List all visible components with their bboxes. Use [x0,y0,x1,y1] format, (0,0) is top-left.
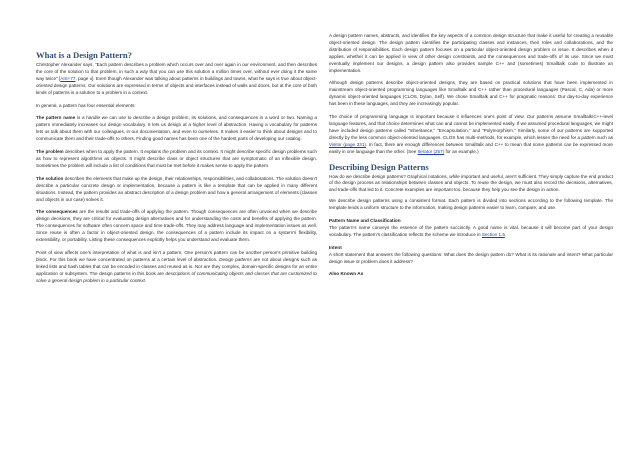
text: Point of view affects one's interpretation of what is and isn't a pattern. One person's pattern can be another person's primitive building block. For this book we have concentrated on patterns at a certain level of abstraction. [36,249,317,262]
paragraph-four-elements: In general, a pattern has four essential elements: [36,102,136,108]
paragraph-consequences [36,209,317,244]
paragraph-pattern-name [36,115,317,143]
paragraph-how-describe: How do we describe design patterns? Graphical notations, while important and useful, aren't sufficient. They simply capture the end product of the design process as relationships between classes and objects. To reuse the design, we must also record the decisions, alternatives, and trade-offs that led to it. Concrete examples are important too, because they help you see the design in action. [329,173,613,193]
emphasis: Design patterns [219,256,252,262]
paragraph-solution [36,176,317,204]
paragraph-alexander-quote [36,62,317,97]
subheading-intent: Intent [329,244,342,250]
subheading-also-known-as: Also Known As [329,271,364,277]
text: The pattern's name conveys the essence of the pattern succinctly. A good name is vital, because it will become part of your design vocabulary. The pattern's classification reflects the scheme we introduce in [329,224,613,237]
text: Christopher Alexander says, "Each pattern describes a problem which occurs over and over again in our environment, and then describes the core of the solution to that problem, in such a way that you can use this solution a million times over, without ever doing it the same way twice" [ [36,62,317,81]
link-visitor[interactable]: Visitor (page 331) [329,141,366,147]
text: are the results and trade-offs of applying the pattern. Though consequences are often unvoiced when we describe design decisions, they are critical for evaluating design alternatives and for understanding the costs and benefits of applying the pattern. The consequences for software often concern space and time trade-offs. They may address language and implementation issues as well. Since reuse is often a factor in object-oriented design, the consequences of a pattern include its impact on a system's flexibility, extensibility, or portability. Listing these consequences explicitly helps you understand and evaluate them. [36,209,318,243]
term-problem: The problem [36,149,64,155]
paragraph-name-conveys [329,225,613,239]
emphasis: descriptions of communicating objects and classes that are customized to solve a general design problem in a particular context [36,270,317,283]
section-heading-what-is: What is a Design Pattern? [36,50,132,60]
paragraph-consistent-format: We describe design patterns using a consistent format. Each pattern is divided into sections according to the following template. The template lends a uniform structure to the information, making design patterns easier to learn, compare, and use. [329,198,613,211]
text: describes when to apply the pattern. It explains the problem and its context. It might describe specific design problems such as how to represent algorithms as objects. It might describe class or object structures that are symptomatic of an inflexible design. Sometimes the problem will include a list of conditions that must be met before it makes sense to apply the pattern. [36,149,317,168]
paragraph-problem [36,149,317,170]
subheading-pattern-name: Pattern Name and Classification [329,218,401,224]
text: . [144,277,147,283]
text: . [504,231,507,237]
paragraph-point-of-view [36,250,317,285]
text: is a handle we can use to describe a design problem, its solutions, and consequences in a word or two. Naming a pattern immediately increases our design vocabulary. It lets us design at a higher level of abstraction. Having a vocabulary for patterns lets us talk about them with our colleagues, in our documentation, and even to ourselves. It makes it easier to think about designs and to communicate them and their trade-offs to others. Finding good names has been one of the hardest parts of developing our catalog. [36,115,317,142]
section-heading-describing: Describing Design Patterns [329,161,429,172]
text: for an example.) [444,148,479,154]
text: , page x]. Even though Alexander was talking about patterns in buildings and towns, what he says is true about object-oriented design patterns. Our solutions are expressed in terms of objects and interfaces instead of walls and doors, but at the core of both kinds of patterns is a solution to a problem in a context. [36,75,317,95]
paragraph-intent: A short statement that answers the following questions: What does the design pattern do? What is its rationale and intent? What particular design issue or problem does it address? [329,251,613,264]
term-solution: The solution [36,175,64,181]
link-section-1-5[interactable]: Section 1.5 [481,231,505,237]
link-iterator[interactable]: Iterator (257) [417,148,445,154]
text: are not about designs such as linked lists and hash tables that can be encoded in classes and reused as is. Nor are they complex, domain-specific designs for an entire application or subsystem. The design patterns in this book are [36,256,317,276]
text: The choice of programming language is important because it influences one's point of view. Our patterns assume Smalltalk/C++-level language features, and that choice determines what can and cannot be implemented easily. If we assumed procedural languages, we might have included design patterns called "Inheritance," "Encapsulation," and "Polymorphism." Similarly, some of our patterns are supported directly by the less common object-oriented languages. CLOS has multi-methods, for example, which lessen the need for a pattern such as [329,114,613,140]
paragraph-design-pattern-names: A design pattern names, abstracts, and identifies the key aspects of a common design structure that make it useful for creating a reusable object-oriented design. The design pattern identifies the participating classes and instances, their roles and collaborations, and the distribution of responsibilities. Each design pattern focuses on a particular object-oriented design problem or issue. It describes when it applies, whether it can be applied in view of other design constraints, and the consequences and trade-offs of its use. Since we must eventually implement our designs, a design pattern also provides sample C++ and (sometimes) Smalltalk code to illustrate an implementation. [329,33,613,73]
term-pattern-name: The pattern name [36,115,76,121]
right-page [329,0,613,278]
left-page [36,0,317,290]
paragraph-language-choice [329,114,613,155]
text: describes the elements that make up the design, their relationships, responsibilities, and collaborations. The solution doesn't describe a particular concrete design or implementation, because a pattern is like a template that can be applied in many different situations. Instead, the pattern provides an abstract description of a design problem and how a general arrangement of elements (classes and objects in our case) solves it. [36,175,317,202]
paragraph-languages: Although design patterns describe object-oriented designs, they are based on practical solutions that have been implemented in mainstream object-oriented programming languages like Smalltalk and C++ rather than procedural languages (Pascal, C, Ada) or more dynamic object-oriented languages (CLOS, Dylan, Self). We chose Smalltalk and C++ for pragmatic reasons: Our day-to-day experience has been in these languages, and they are increasingly popular. [329,80,613,107]
term-consequences: The consequences [36,209,78,215]
text: . In fact, there are enough differences between Smalltalk and C++ to mean that some patterns can be expressed more easily in one language than the other. (See [329,141,613,154]
citation-link-ais77[interactable]: AIS+77 [60,75,76,81]
